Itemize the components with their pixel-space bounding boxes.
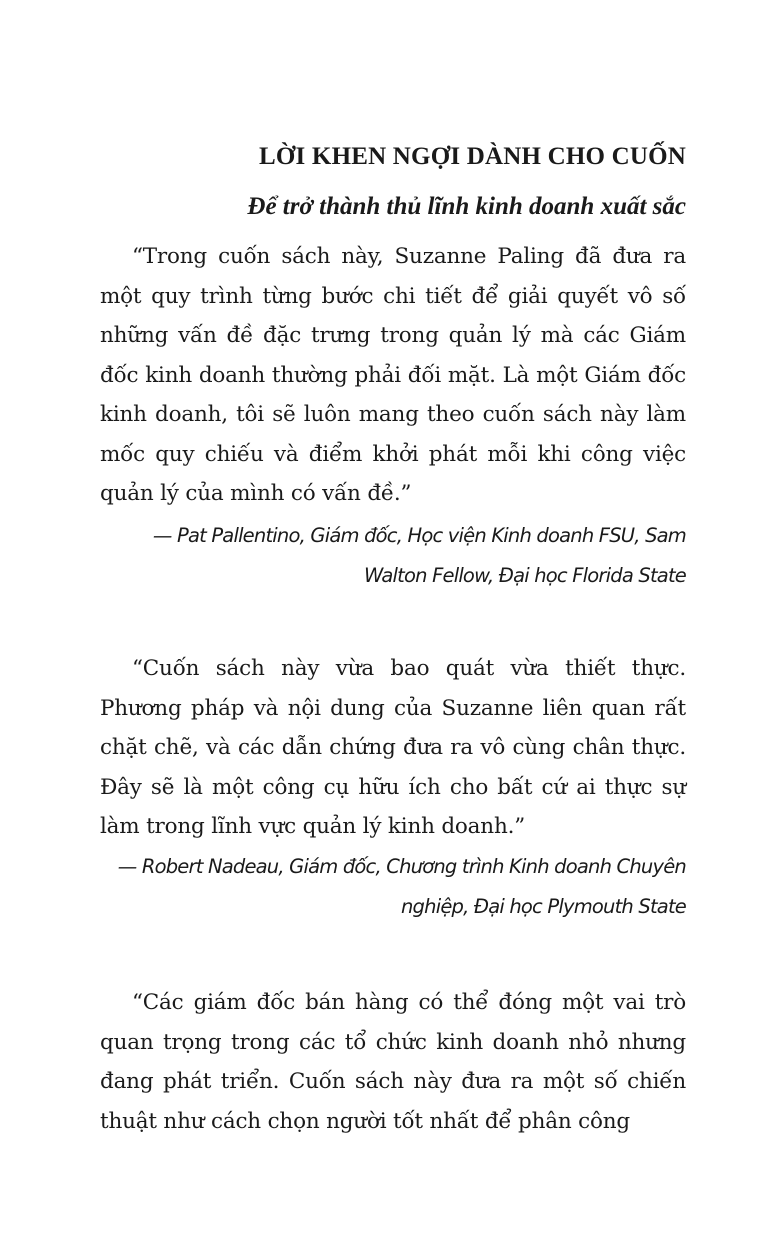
testimonial-attribution-2: — Robert Nadeau, Giám đốc, Chương trình Kinh doanh Chuyên nghiệp, Đại học Plymouth State	[117, 855, 686, 918]
testimonial-attribution-1: — Pat Pallentino, Giám đốc, Học viện Kinh doanh FSU, Sam Walton Fellow, Đại học Florida State	[152, 524, 686, 587]
testimonial-quote-3: “Các giám đốc bán hàng có thể đóng một vai trò quan trọng trong các tổ chức kinh doanh nhỏ nhưng đang phát triển. Cuốn sách này đưa ra một số chiến thuật như cách chọn người tốt nhất để phân công	[100, 990, 686, 1134]
testimonial-quote-2: “Cuốn sách này vừa bao quát vừa thiết thực. Phương pháp và nội dung của Suzanne liên quan rất chặt chẽ, và các dẫn chứng đưa ra vô cùng chân thực. Đây sẽ là một công cụ hữu ích cho bất cứ ai thực sự làm trong lĩnh vực quản lý kinh doanh.”	[100, 656, 686, 839]
testimonial-quote-1: “Trong cuốn sách này, Suzanne Paling đã đưa ra một quy trình từng bước chi tiết để giải quyết vô số những vấn đề đặc trưng trong quản lý mà các Giám đốc kinh doanh thường phải đối mặt. Là một Giám đốc kinh doanh, tôi sẽ luôn mang theo cuốn sách này làm mốc quy chiếu và điểm khởi phát mỗi khi công việc quản lý của mình có vấn đề.”	[100, 244, 686, 506]
book-title-subtitle: Để trở thành thủ lĩnh kinh doanh xuất sắc	[247, 193, 686, 220]
page-title: LỜI KHEN NGỢI DÀNH CHO CUỐN	[259, 143, 686, 170]
